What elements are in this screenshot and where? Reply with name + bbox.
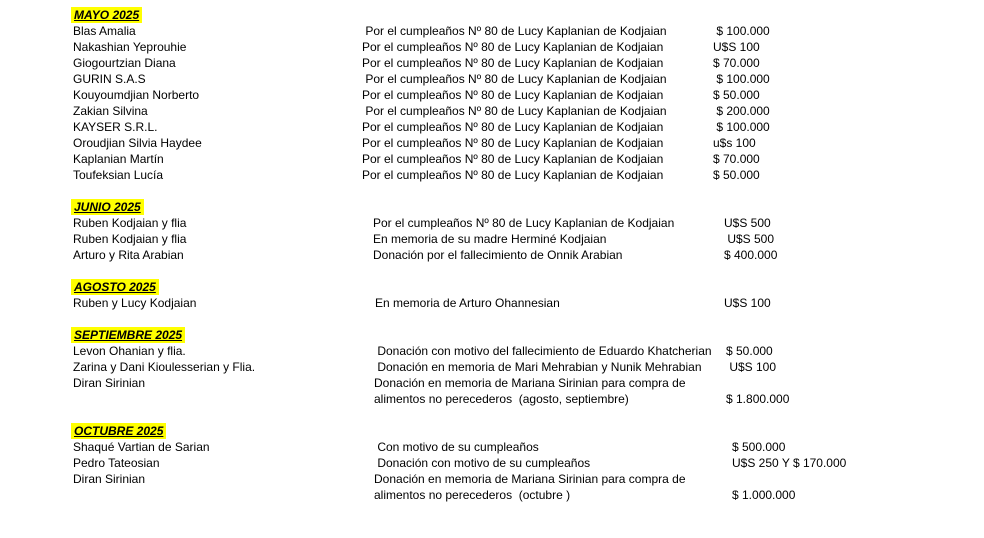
month-header-row (73, 7, 973, 23)
donation-description (374, 439, 539, 455)
donor-name: Nakashian Yeprouhie (73, 40, 187, 54)
donor-name: Pedro Tateosian (73, 456, 160, 470)
donation-description-line: alimentos no perecederos (octubre ) (374, 488, 571, 502)
donation-row (73, 215, 973, 231)
donation-amount: $ 200.000 (713, 104, 770, 118)
donation-row (73, 23, 973, 39)
donation-amount: $ 70.000 (713, 152, 760, 166)
donation-description-line: Por el cumpleaños Nº 80 de Lucy Kaplanian de Kodjaian (362, 168, 664, 182)
month-header: AGOSTO 2025 (71, 279, 159, 295)
month-header: MAYO 2025 (71, 7, 142, 23)
donation-description-line: Por el cumpleaños Nº 80 de Lucy Kaplanian de Kodjaian (362, 56, 664, 70)
donation-description (373, 215, 674, 231)
donor-name: Shaqué Vartian de Sarian (73, 440, 210, 454)
month-section-mayo-2025 (73, 7, 973, 183)
donation-row (73, 455, 973, 471)
donation-description (374, 359, 702, 375)
donation-description (362, 151, 663, 167)
donor-name: KAYSER S.R.L. (73, 120, 158, 134)
donor-name: Levon Ohanian y flia. (73, 344, 186, 358)
donation-description (362, 39, 663, 55)
donor-name: Oroudjian Silvia Haydee (73, 136, 202, 150)
donation-amount: $ 50.000 (713, 88, 760, 102)
donation-description-line: Por el cumpleaños Nº 80 de Lucy Kaplanian de Kodjaian (362, 72, 667, 86)
donation-description (362, 87, 663, 103)
donation-amount: $ 70.000 (713, 56, 760, 70)
donation-amount: U$S 250 Y $ 170.000 (732, 456, 847, 470)
donation-amount: U$S 100 (726, 360, 777, 374)
donor-name: Giogourtzian Diana (73, 56, 176, 70)
donation-description-line: En memoria de Arturo Ohannesian (375, 296, 560, 310)
donation-description-line: Por el cumpleaños Nº 80 de Lucy Kaplanian de Kodjaian (373, 216, 675, 230)
donation-amount: U$S 500 (724, 232, 775, 246)
donation-amount: $ 100.000 (713, 120, 770, 134)
donation-description-line: Con motivo de su cumpleaños (374, 440, 539, 454)
donation-amount: $ 1.000.000 (732, 488, 796, 502)
donation-description-line: Por el cumpleaños Nº 80 de Lucy Kaplanian de Kodjaian (362, 24, 667, 38)
donation-amount: $ 100.000 (713, 24, 770, 38)
donor-name: Blas Amalia (73, 24, 136, 38)
donation-description (362, 119, 663, 135)
donation-row (73, 167, 973, 183)
donation-description-line: Por el cumpleaños Nº 80 de Lucy Kaplanian de Kodjaian (362, 152, 664, 166)
donation-description-line: Donación en memoria de Mariana Sirinian para compra de (374, 376, 686, 390)
donation-amount: $ 400.000 (724, 248, 778, 262)
donation-description (362, 55, 663, 71)
donor-name: Ruben y Lucy Kodjaian (73, 296, 197, 310)
donation-row (73, 343, 973, 359)
month-header-row (73, 423, 973, 439)
donation-description (362, 103, 667, 119)
donation-amount: U$S 500 (724, 216, 771, 230)
donation-description (374, 343, 712, 359)
donation-description (362, 135, 663, 151)
donation-description-line: En memoria de su madre Herminé Kodjaian (373, 232, 607, 246)
donation-amount: u$s 100 (713, 136, 756, 150)
donation-description-line: Donación en memoria de Mari Mehrabian y Nunik Mehrabian (374, 360, 702, 374)
donation-description-line: Por el cumpleaños Nº 80 de Lucy Kaplanian de Kodjaian (362, 136, 664, 150)
donation-row (73, 87, 973, 103)
donor-name: Kouyoumdjian Norberto (73, 88, 200, 102)
donation-description (362, 71, 667, 87)
donation-description-line: Por el cumpleaños Nº 80 de Lucy Kaplanian de Kodjaian (362, 40, 664, 54)
donations-document (73, 7, 973, 519)
donation-description (362, 23, 667, 39)
donation-description (374, 375, 686, 407)
donation-amount: U$S 100 (713, 40, 760, 54)
donation-amount: $ 1.800.000 (726, 392, 790, 406)
month-header-row (73, 199, 973, 215)
donor-name: Toufeksian Lucía (73, 168, 164, 182)
donation-description (373, 231, 606, 247)
month-header-row (73, 327, 973, 343)
donation-amount: $ 50.000 (726, 344, 773, 358)
donation-description (375, 295, 560, 311)
month-header: JUNIO 2025 (71, 199, 144, 215)
donation-amount: $ 100.000 (713, 72, 770, 86)
donation-row (73, 295, 973, 311)
donor-name: Diran Sirinian (73, 472, 146, 486)
donation-description (373, 247, 622, 263)
donation-row (73, 439, 973, 455)
donation-description-line: alimentos no perecederos (agosto, septiembre) (374, 392, 629, 406)
donation-row (73, 359, 973, 375)
donation-description-line: Donación en memoria de Mariana Sirinian para compra de (374, 472, 686, 486)
donation-row (73, 471, 973, 503)
donation-description-line: Donación con motivo del fallecimiento de Eduardo Khatcherian (374, 344, 712, 358)
donor-name: Ruben Kodjaian y flia (73, 216, 187, 230)
donor-name: Diran Sirinian (73, 376, 146, 390)
donation-description-line: Por el cumpleaños Nº 80 de Lucy Kaplanian de Kodjaian (362, 88, 664, 102)
donor-name: Ruben Kodjaian y flia (73, 232, 187, 246)
month-header-row (73, 279, 973, 295)
donation-amount: $ 50.000 (713, 168, 760, 182)
donation-row (73, 55, 973, 71)
month-header: OCTUBRE 2025 (71, 423, 166, 439)
donation-description (374, 471, 686, 503)
donation-description-line: Por el cumpleaños Nº 80 de Lucy Kaplanian de Kodjaian (362, 104, 667, 118)
month-section-junio-2025 (73, 199, 973, 263)
month-section-octubre-2025 (73, 423, 973, 503)
donation-description (362, 167, 663, 183)
donation-row (73, 39, 973, 55)
donation-description-line: Donación con motivo de su cumpleaños (374, 456, 591, 470)
donation-description-line: Donación por el fallecimiento de Onnik Arabian (373, 248, 623, 262)
donation-row (73, 151, 973, 167)
donation-description-line: Por el cumpleaños Nº 80 de Lucy Kaplanian de Kodjaian (362, 120, 664, 134)
donation-row (73, 247, 973, 263)
donation-description (374, 455, 590, 471)
donor-name: GURIN S.A.S (73, 72, 146, 86)
donor-name: Zarina y Dani Kioulesserian y Flia. (73, 360, 256, 374)
month-section-agosto-2025 (73, 279, 973, 311)
donation-row (73, 119, 973, 135)
donation-row (73, 375, 973, 407)
donation-amount: U$S 100 (724, 296, 771, 310)
donation-row (73, 135, 973, 151)
donor-name: Zakian Silvina (73, 104, 148, 118)
donation-row (73, 231, 973, 247)
month-header: SEPTIEMBRE 2025 (71, 327, 185, 343)
donation-row (73, 103, 973, 119)
month-section-septiembre-2025 (73, 327, 973, 407)
donation-row (73, 71, 973, 87)
donor-name: Arturo y Rita Arabian (73, 248, 184, 262)
donor-name: Kaplanian Martín (73, 152, 164, 166)
donation-amount: $ 500.000 (732, 440, 786, 454)
